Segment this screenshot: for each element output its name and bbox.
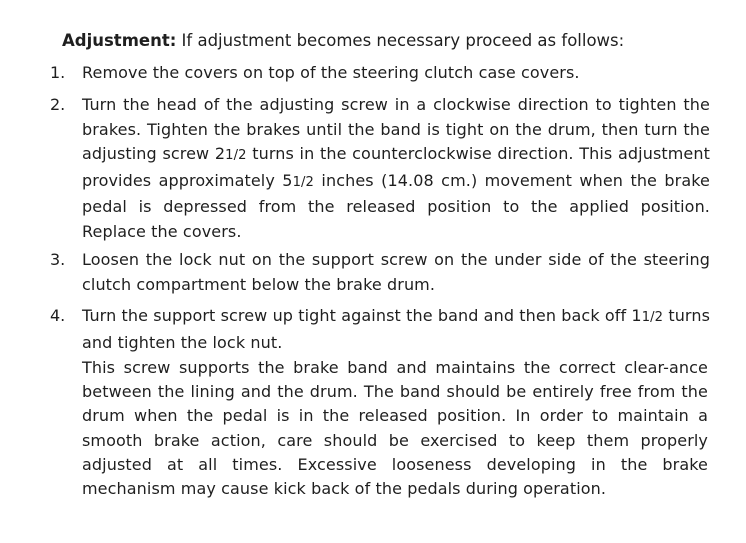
step-text: Remove the covers on top of the steering clutch case covers.: [82, 63, 580, 82]
step-number: 3.: [50, 250, 66, 269]
step-text: Loosen the lock nut on the support screw on the under side of the steering clutch compartment below the brake drum.: [82, 250, 710, 294]
note-paragraph: This screw supports the brake band and maintains the correct clear-ance between the lining and the drum. The band should be entirely free from the drum when the pedal is in the released position. In order to maintain a smooth brake action, care should be exercised to keep them properly adjusted at all times. Excessive looseness developing in the brake mechanism may cause kick back of the pedals during operation.: [82, 358, 708, 499]
adjustment-label: Adjustment:: [62, 31, 177, 50]
step-number: 4.: [50, 306, 66, 325]
step-text-part: inches (14.08 cm.) movement when the brake pedal is depressed from the released position to the applied position. Replace the covers.: [82, 170, 710, 241]
step-text-part: Turn the head of the adjusting screw in a clockwise direction to tighten the brakes. Tighten the brakes until the band is tight on the drum, then turn the adjusting screw 2: [82, 95, 710, 163]
step-text: [82, 304, 710, 355]
adjustment-intro-text: If adjustment becomes necessary proceed as follows:: [176, 31, 625, 50]
fraction: 1/2: [225, 148, 247, 163]
step-text-part: turns in the counterclockwise direction. This adjustment provides approximately 5: [82, 144, 710, 190]
step-text-part: Turn the support screw up tight against the band and then back off 1: [82, 306, 642, 325]
step-number: 1.: [50, 63, 66, 82]
fraction: 1/2: [641, 310, 664, 325]
step-text-part: turns and tighten the lock nut.: [82, 306, 711, 352]
fraction: 1/2: [292, 174, 314, 190]
step-number: 2.: [50, 95, 66, 114]
step-text: [82, 93, 710, 244]
adjustment-heading: [62, 30, 624, 52]
